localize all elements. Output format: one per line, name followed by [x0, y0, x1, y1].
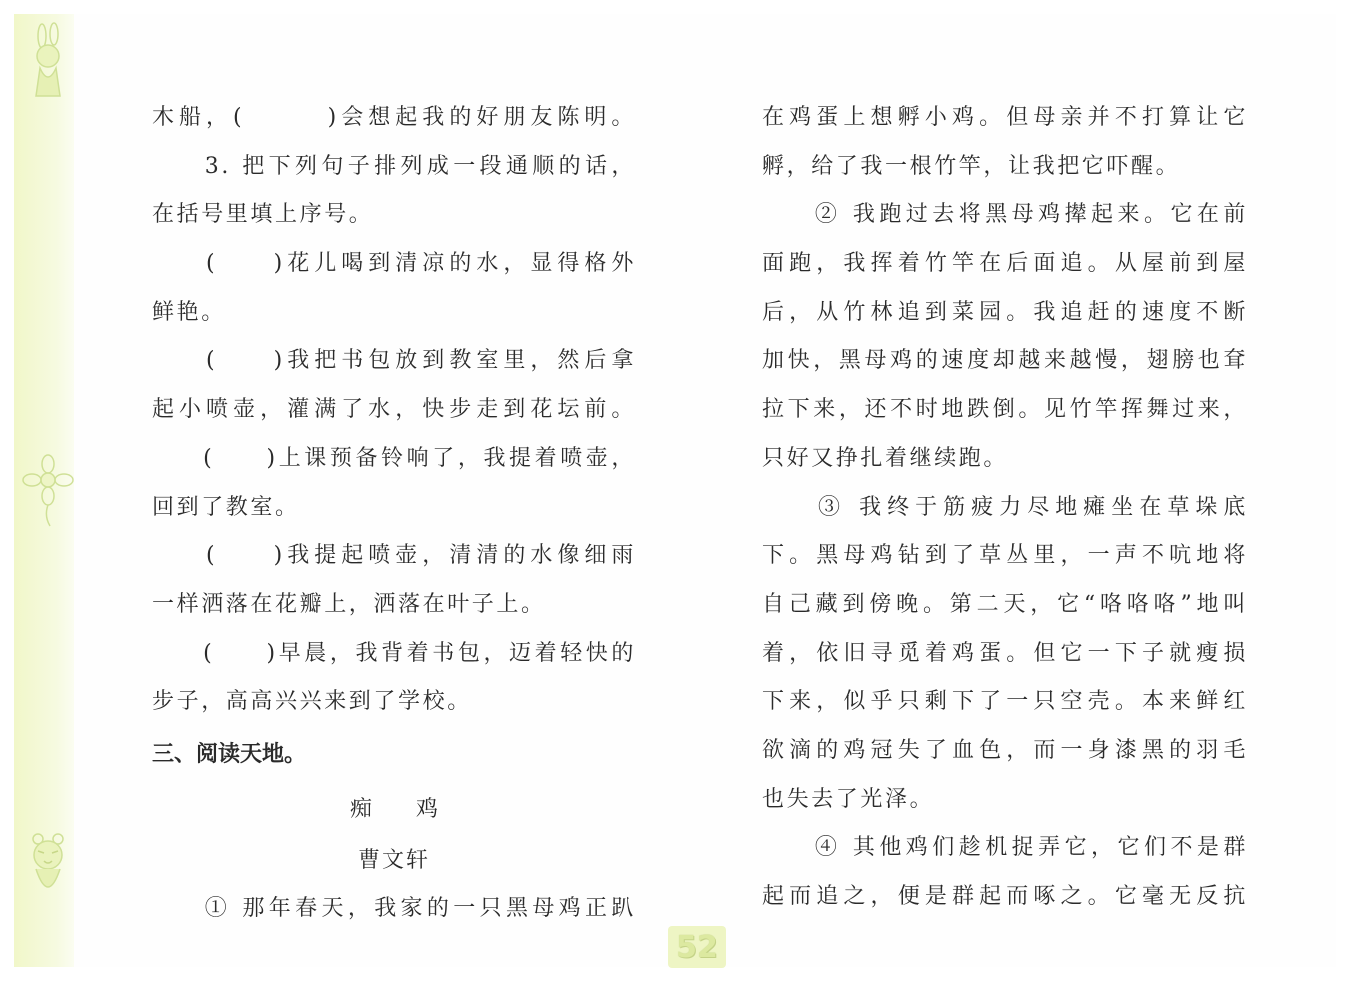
text-line: 在鸡蛋上想孵小鸡。但母亲并不打算让它 [762, 105, 1248, 130]
text-line: 在括号里填上序号。 [152, 202, 374, 228]
text-line: 回到了教室。 [152, 494, 300, 520]
tiger-illustration-icon [20, 825, 76, 905]
text-line: 起小喷壶，灌满了水，快步走到花坛前。 [152, 397, 636, 423]
text-line: 3. 把下列句子排列成一段通顺的话， [152, 153, 636, 179]
story-title: 痴 鸡 [349, 796, 438, 822]
text-line: 着，依旧寻觅着鸡蛋。但它一下子就瘦损 [762, 640, 1248, 666]
text-line: ( )上课预备铃响了，我提着喷壶， [152, 445, 636, 471]
section-heading: 三、阅读天地。 [152, 741, 307, 767]
text-line: 加快，黑母鸡的速度却越来越慢，翅膀也耷 [762, 348, 1248, 374]
rabbit-illustration-icon [20, 22, 76, 102]
text-line: 步子，高高兴兴来到了学校。 [152, 689, 472, 715]
text-line: 孵，给了我一根竹竿，让我把它吓醒。 [762, 153, 1181, 179]
text-line: ③ 我终于筋疲力尽地瘫坐在草垛底 [762, 494, 1248, 520]
text-line: 也失去了光泽。 [762, 786, 935, 812]
text-line: ( )我提起喷壶，清清的水像细雨 [152, 543, 636, 569]
right-column [762, 94, 1248, 922]
text-line: 拉下来，还不时地跌倒。见竹竿挥舞过来， [762, 397, 1248, 423]
text-line: 自己藏到傍晚。第二天，它“咯咯咯”地叫 [762, 591, 1248, 617]
text-line: ② 我跑过去将黑母鸡撵起来。它在前 [762, 202, 1248, 228]
story-author: 曹文轩 [357, 847, 430, 873]
text-line: ( )花儿喝到清凉的水，显得格外 [152, 251, 636, 277]
text-line: 一样洒落在花瓣上，洒落在叶子上。 [152, 591, 546, 617]
text-line: ( )我把书包放到教室里，然后拿 [152, 348, 636, 374]
text-line: ④ 其他鸡们趁机捉弄它，它们不是群 [762, 835, 1248, 861]
text-line: 后，从竹林追到菜园。我追赶的速度不断 [762, 299, 1248, 325]
text-line: 木船，( )会想起我的好朋友陈明。 [152, 105, 636, 130]
text-line: 面跑，我挥着竹竿在后面追。从屋前到屋 [762, 251, 1248, 277]
text-line: ( )早晨，我背着书包，迈着轻快的 [152, 640, 636, 666]
text-line: 鲜艳。 [152, 299, 226, 325]
flower-illustration-icon [20, 450, 76, 530]
text-line: 欲滴的鸡冠失了血色，而一身漆黑的羽毛 [762, 737, 1248, 763]
page-number: 52 [668, 926, 726, 968]
text-line: ① 那年春天，我家的一只黑母鸡正趴 [152, 895, 636, 921]
text-line: 下来，似乎只剩下了一只空壳。本来鲜红 [762, 689, 1248, 715]
left-column [152, 94, 636, 934]
text-line: 下。黑母鸡钻到了草丛里，一声不吭地将 [762, 543, 1248, 569]
text-line: 起而追之，便是群起而啄之。它毫无反抗 [762, 884, 1248, 909]
text-line: 只好又挣扎着继续跑。 [762, 445, 1009, 471]
